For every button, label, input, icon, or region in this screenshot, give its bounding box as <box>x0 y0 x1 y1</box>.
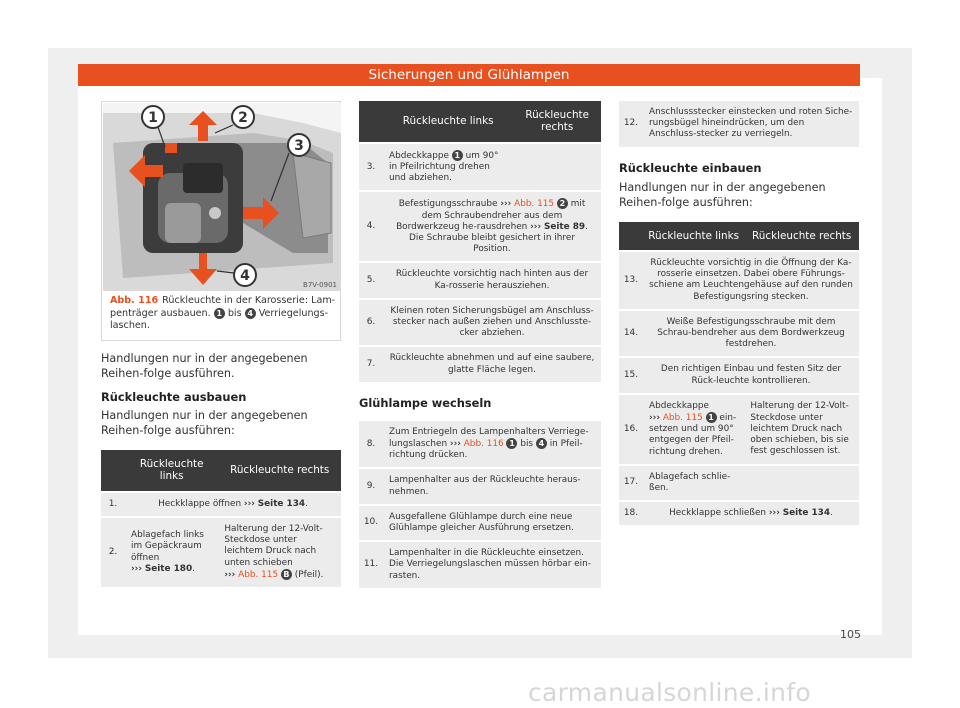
column-2 <box>359 101 601 590</box>
table-row <box>619 502 859 525</box>
step-text: Zum Entriegeln des Lampenhalters Verriege-lungslaschen ››› Abb. 116 1 bis 4 in Pfeil-richtung drücken. <box>383 421 601 468</box>
step-number: 11. <box>359 542 383 588</box>
figure-code: B7V-0901 <box>303 281 337 289</box>
svg-text:3: 3 <box>294 138 304 154</box>
table-header-cell: Rückleuchte rechts <box>513 101 601 142</box>
step-number: 2. <box>101 518 125 587</box>
step-text-left: Abdeckkappe ››› Abb. 115 1 ein-setzen und um 90° entgegen der Pfeil-richtung drehen. <box>643 395 744 464</box>
step-number: 6. <box>359 300 383 346</box>
step-number: 10. <box>359 506 383 540</box>
step-text: Heckklappe öffnen ››› Seite 134. <box>125 493 341 516</box>
svg-text:4: 4 <box>240 268 250 284</box>
table-header-cell <box>619 222 643 250</box>
watermark: carmanualsonline.info <box>528 678 811 707</box>
heading-rueckleuchte-ausbauen: Rückleuchte ausbauen <box>101 390 247 404</box>
table-row <box>359 421 601 468</box>
step-text: Rückleuchte vorsichtig nach hinten aus der Ka-rosserie herausziehen. <box>383 263 601 297</box>
table-row <box>359 192 601 261</box>
step-number: 1. <box>101 493 125 516</box>
svg-text:2: 2 <box>238 110 248 126</box>
step-text: Lampenhalter aus der Rückleuchte heraus-nehmen. <box>383 469 601 503</box>
step-text-right: Halterung der 12-Volt-Steckdose unter leichtem Druck nach oben schieben, bis sie fest geschlossen ist. <box>744 395 859 464</box>
step-text: Weiße Befestigungsschraube mit dem Schrau-bendreher aus dem Bordwerkzeug festdrehen. <box>643 311 859 357</box>
table-row <box>359 506 601 540</box>
step-number: 15. <box>619 358 643 392</box>
steps-table <box>101 448 341 589</box>
table-row <box>101 493 341 516</box>
figure-label: Abb. 116 <box>110 295 159 306</box>
table-header-row <box>359 101 601 142</box>
step-number: 17. <box>619 466 643 500</box>
marker-2 <box>232 106 254 128</box>
table-row <box>619 252 859 309</box>
table-row <box>101 518 341 587</box>
step-text: Befestigungsschraube ››› Abb. 115 2 mit dem Schraubendreher aus dem Bordwerkzeug he-rausdrehen ››› Seite 89. Die Schraube bleibt gesichert in ihrer Position. <box>383 192 601 261</box>
step-number: 18. <box>619 502 643 525</box>
section-header: Sicherungen und Glühlampen <box>78 64 860 86</box>
step-text: Kleinen roten Sicherungsbügel am Anschluss-stecker nach außen ziehen und Anschlusste-cker abziehen. <box>383 300 601 346</box>
table-row <box>359 542 601 588</box>
table-header-row <box>619 222 859 250</box>
step-number: 12. <box>619 101 643 147</box>
marker-1 <box>142 106 164 128</box>
step-text: Lampenhalter in die Rückleuchte einsetzen. Die Verriegelungslaschen müssen hörbar ein-rasten. <box>383 542 601 588</box>
step-text-left: Abdeckkappe 1 um 90° in Pfeilrichtung drehen und abziehen. <box>383 144 513 191</box>
intro-paragraph: Handlungen nur in der angegebenen Reihen-folge ausführen: <box>101 409 308 437</box>
figure-caption: Abb. 116 Rückleuchte in der Karosserie: Lam-penträger ausbauen. 1 bis 4 Verriegelungs-laschen. <box>110 295 336 332</box>
table-row <box>619 101 859 147</box>
table-header-cell: Rückleuchte links <box>643 222 744 250</box>
marker-4 <box>234 264 256 286</box>
column-3 <box>619 101 859 527</box>
step-number: 16. <box>619 395 643 464</box>
table-header-cell <box>359 101 383 142</box>
step-text-right <box>744 466 859 500</box>
tail-light-illustration <box>103 103 341 291</box>
svg-text:1: 1 <box>148 110 158 126</box>
steps-table <box>359 99 601 384</box>
table-row <box>359 300 601 346</box>
step-text: Rückleuchte abnehmen und auf eine saubere, glatte Fläche legen. <box>383 347 601 381</box>
steps-table <box>619 220 859 528</box>
table-header-cell: Rückleuchte rechts <box>744 222 859 250</box>
table-row <box>619 395 859 464</box>
table-row <box>619 358 859 392</box>
table-header-cell: Rückleuchte links <box>383 101 513 142</box>
step-text: Den richtigen Einbau und festen Sitz der Rück-leuchte kontrollieren. <box>643 358 859 392</box>
callout-marker: 4 <box>245 308 256 319</box>
step-number: 13. <box>619 252 643 309</box>
table-row <box>619 311 859 357</box>
step-number: 7. <box>359 347 383 381</box>
step-number: 5. <box>359 263 383 297</box>
table-row <box>359 144 601 191</box>
marker-3 <box>288 134 310 156</box>
step-number: 8. <box>359 421 383 468</box>
intro-paragraph: Handlungen nur in der angegebenen Reihen-folge ausführen: <box>619 180 826 209</box>
step-text: Rückleuchte vorsichtig in die Öffnung der Ka-rosserie einsetzen. Dabei obere Führungs-schiene am Leuchtengehäuse auf den runden Befestigungsring stecken. <box>643 252 859 309</box>
step-text: Heckklappe schließen ››› Seite 134. <box>643 502 859 525</box>
step-number: 14. <box>619 311 643 357</box>
steps-table <box>359 419 601 590</box>
heading-gluehlampe-wechseln: Glühlampe wechseln <box>359 395 492 410</box>
step-number: 3. <box>359 144 383 191</box>
table-row <box>359 347 601 381</box>
heading-rueckleuchte-einbauen: Rückleuchte einbauen <box>619 160 762 175</box>
intro-paragraph: Handlungen nur in der angegebenen Reihen-folge ausführen. <box>101 352 308 380</box>
callout-marker: 1 <box>214 308 225 319</box>
step-text: Anschlussstecker einstecken und roten Siche-rungsbügel hineindrücken, um den Anschluss-stecker zu verriegeln. <box>643 101 859 147</box>
step-text-right: Halterung der 12-Volt-Steckdose unter leichtem Druck nach unten schieben ››› Abb. 115 B (Pfeil). <box>218 518 341 587</box>
page-number: 105 <box>840 628 861 641</box>
table-header-cell: Rückleuchte links <box>125 450 218 491</box>
step-number: 9. <box>359 469 383 503</box>
figure-116 <box>101 101 341 341</box>
step-number: 4. <box>359 192 383 261</box>
table-header-cell: Rückleuchte rechts <box>218 450 341 491</box>
table-header-row <box>101 450 341 491</box>
table-row <box>359 469 601 503</box>
step-text: Ausgefallene Glühlampe durch eine neue Glühlampe gleicher Ausführung ersetzen. <box>383 506 601 540</box>
steps-table <box>619 99 859 149</box>
step-text-right <box>513 144 601 191</box>
step-text-left: Ablagefach links im Gepäckraum öffnen ››› Seite 180. <box>125 518 218 587</box>
table-row <box>359 263 601 297</box>
step-text-left: Ablagefach schlie-ßen. <box>643 466 744 500</box>
table-header-cell <box>101 450 125 491</box>
table-row <box>619 466 859 500</box>
column-1 <box>101 101 341 589</box>
